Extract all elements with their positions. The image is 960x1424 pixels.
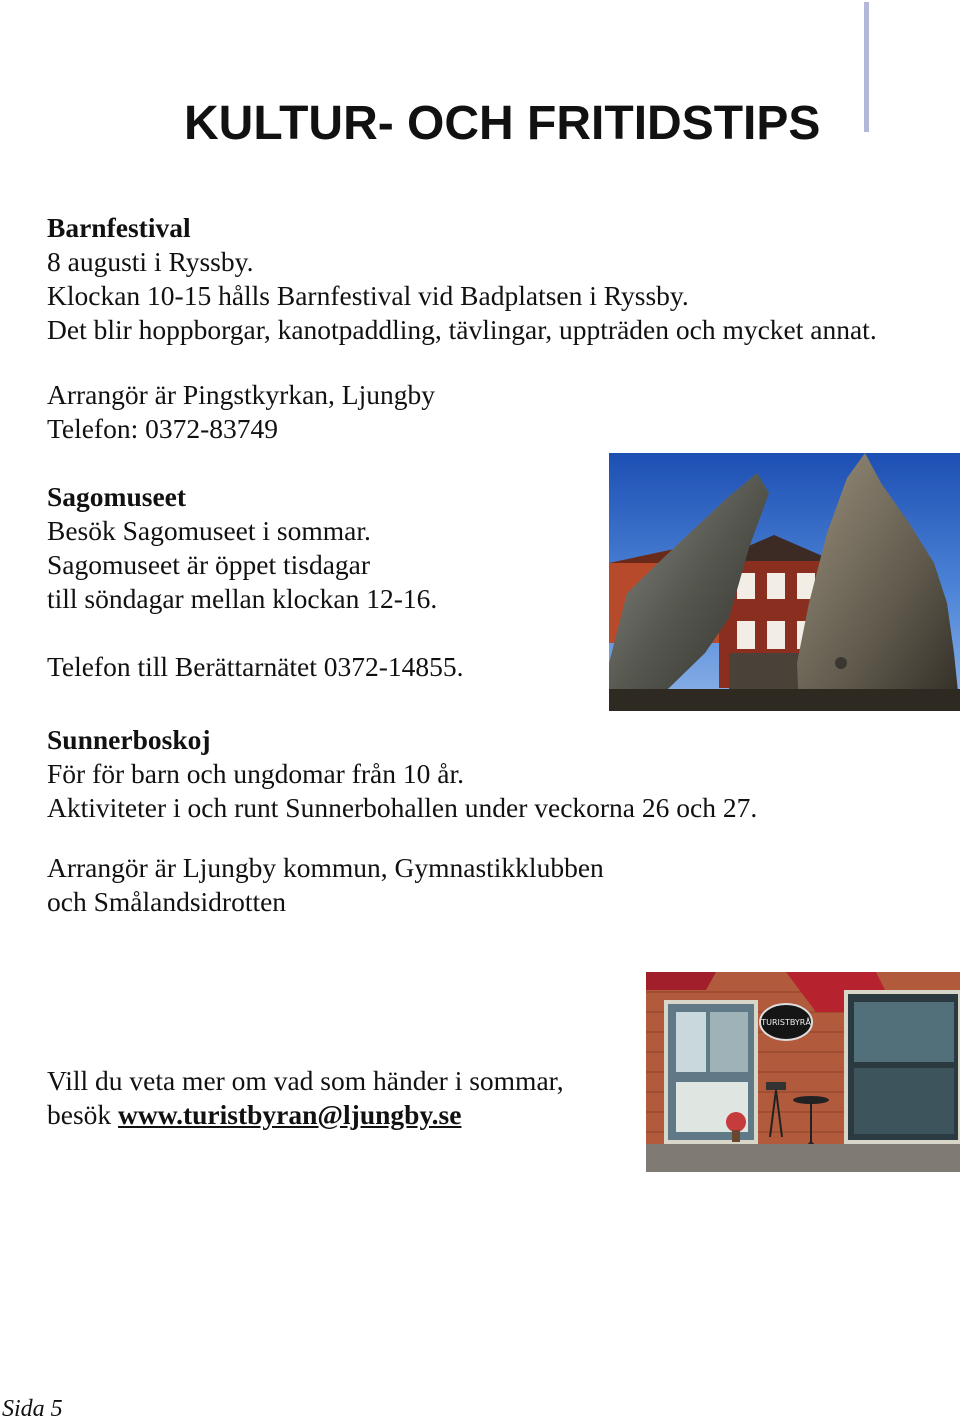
sagomuseet-line: till söndagar mellan klockan 12-16. — [47, 583, 438, 614]
sagomuseet-phone-block — [47, 650, 464, 684]
vertical-rule — [864, 2, 869, 132]
barnfestival-section — [47, 211, 877, 347]
turistbyra-storefront-illustration — [646, 972, 960, 1172]
sagomuseet-section — [47, 480, 437, 616]
standing-stones-illustration — [609, 453, 960, 711]
barnfestival-organizer-line: Arrangör är Pingstkyrkan, Ljungby — [47, 379, 435, 410]
barnfestival-line: Klockan 10-15 hålls Barnfestival vid Badplatsen i Ryssby. — [47, 280, 689, 311]
barnfestival-phone: Telefon: 0372-83749 — [47, 413, 279, 444]
sunnerboskoj-organizer — [47, 851, 604, 919]
barnfestival-heading: Barnfestival — [47, 212, 191, 243]
turistbyra-storefront-photo — [646, 972, 960, 1172]
barnfestival-line: Det blir hoppborgar, kanotpaddling, tävlingar, uppträden och mycket annat. — [47, 314, 877, 345]
sagomuseet-heading: Sagomuseet — [47, 481, 187, 512]
sunnerboskoj-section — [47, 723, 757, 825]
footer-line — [47, 1098, 564, 1132]
barnfestival-organizer — [47, 378, 435, 446]
footer-info — [47, 1064, 564, 1132]
barnfestival-line: 8 augusti i Ryssby. — [47, 246, 254, 277]
sagomuseet-line: Besök Sagomuseet i sommar. — [47, 515, 371, 546]
page-number: Sida 5 — [2, 1396, 63, 1422]
sunnerboskoj-heading: Sunnerboskoj — [47, 724, 211, 755]
footer-prefix: besök — [47, 1099, 119, 1130]
standing-stones-photo — [609, 453, 960, 711]
sunnerboskoj-line: Aktiviteter i och runt Sunnerbohallen under veckorna 26 och 27. — [47, 792, 758, 823]
sunnerboskoj-line: För för barn och ungdomar från 10 år. — [47, 758, 464, 789]
footer-line: Vill du veta mer om vad som händer i sommar, — [47, 1065, 564, 1096]
sagomuseet-phone: Telefon till Berättarnätet 0372-14855. — [47, 651, 464, 682]
sunnerboskoj-organizer-line: och Smålandsidrotten — [47, 886, 287, 917]
sunnerboskoj-organizer-line: Arrangör är Ljungby kommun, Gymnastikklubben — [47, 852, 604, 883]
turistbyra-sign-text: TURISTBYRÅ — [761, 1018, 811, 1027]
turistbyran-link[interactable]: www.turistbyran@ljungby.se — [118, 1099, 462, 1130]
sagomuseet-line: Sagomuseet är öppet tisdagar — [47, 549, 371, 580]
page-title: KULTUR- OCH FRITIDSTIPS — [184, 97, 821, 150]
